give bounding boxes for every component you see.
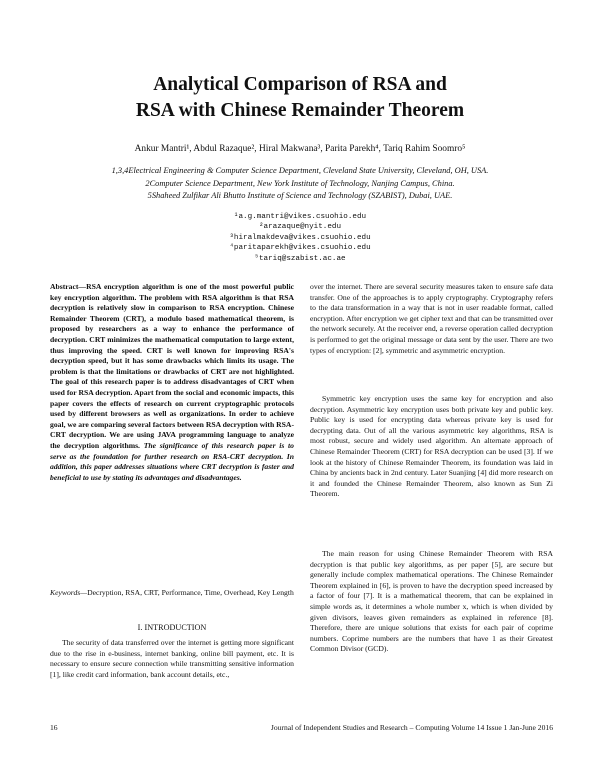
email-4[interactable]: ⁴paritaparekh@vikes.csuohio.edu xyxy=(229,244,371,253)
keywords-text: Decryption, RSA, CRT, Performance, Time, Overhead, Key Length xyxy=(87,588,294,597)
intro-paragraph: The security of data transferred over the internet is getting more significant due to the rise in e-business, internet banking, online bill payment, etc. It is necessary to ensure secure connection while transmitting sensitive information [1], like credit card information, bank account details, etc., xyxy=(50,638,294,679)
keywords xyxy=(50,588,294,599)
journal-footer: Journal of Independent Studies and Research – Computing Volume 14 Issue 1 Jan-June 2016 xyxy=(270,723,553,732)
section-heading-introduction: I. INTRODUCTION xyxy=(137,623,207,632)
email-3[interactable]: ³hiralmakdeva@vikes.csuohio.edu xyxy=(229,233,371,242)
right-paragraph-1: over the internet. There are several security measures taken to ensure safe data transfer. One of the approaches is to apply cryptography. Cryptography refers to the data transformation in a way that is not in user readable format, called encryption. After encryption we get cipher text and that can be transmitted over the network securely. At the receiver end, a reverse operation called decryption is performed to get the original message or data sent by the user. There are two types of encryption: [2], symmetric and asymmetric encryption. xyxy=(310,282,553,355)
right-paragraph-3: The main reason for using Chinese Remainder Theorem with RSA decryption is that public key algorithms, as per paper [5], are secure but generally include complex mathematical operations. The Chinese Remainder Theorem explained in [6], is proven to have the decryption speed increased by a factor of four [7]. It is a mathematical theorem, that can be explained in simple words as, it determines a whole number x, which is when divided by given divisors, leaves given remainders as explained in reference [8]. Therefore, there are unique solutions that exists for each pair of coprime numbers. Coprime numbers are the numbers that have 1 as their Greatest Common Divisor (GCD). xyxy=(310,549,553,654)
email-list xyxy=(0,212,600,264)
title-line-2: RSA with Chinese Remainder Theorem xyxy=(135,100,465,121)
title-line-1: Analytical Comparison of RSA and xyxy=(153,74,447,95)
keywords-label: Keywords— xyxy=(50,588,88,597)
abstract xyxy=(50,282,294,483)
abstract-text: RSA encryption algorithm is one of the most powerful public key encryption algorithm. The problem with RSA algorithm is that RSA decryption is relatively slow in comparison to RSA encryption. Chinese Remainder Theorem (CRT), a modulo based mathematical theorem, is proposed by researchers as a way to enhance the performance of decryption. CRT minimizes the mathematical computation to large extent, thus improving the speed. CRT is well known for improving RSA's decryption speed, but it has some drawbacks which limits its usage. The problem is that the limitations or drawbacks of CRT are not highlighted. The goal of this research paper is to address disadvantages of CRT when used for RSA decryption. Apart from the social and economic impacts, this paper covers the effects of research on current cryptographic protocols used by different browsers as well as organizations. In order to achieve goal, we are comparing several factors between RSA decryption with RSA-CRT decryption. We are using JAVA programming language to analyze the decryption algorithms. xyxy=(50,282,294,450)
paper-title xyxy=(0,72,600,124)
email-1[interactable]: ¹a.g.mantri@vikes.csuohio.edu xyxy=(233,213,367,221)
email-2[interactable]: ²arazaque@nyit.edu xyxy=(258,223,342,232)
email-5[interactable]: ⁵tariq@szabist.ac.ae xyxy=(254,254,346,263)
affiliation-2: 2Computer Science Department, New York Institute of Technology, Nanjing Campus, China. xyxy=(145,178,455,188)
affiliation-1: 1,3,4Electrical Engineering & Computer Science Department, Cleveland State University, Cleveland, OH, USA. xyxy=(111,166,489,175)
page-number: 16 xyxy=(50,723,58,732)
right-paragraph-2: Symmetric key encryption uses the same key for encryption and also decryption. Asymmetric key encryption uses both private key and public key. Public key is used for encrypting data whereas private key is used for decrypting data. Out of all the various asymmetric key algorithms, RSA is most robust, secure and widely used algorithm. An alternate approach of Chinese Remainder Theorem (CRT) for RSA decryption can be used [3]. If we look at the history of Chinese Remainder Theorem, its foundation was laid in China by ancients back in 2nd century. Later Suanjing [4] did more research on it and founded the Chinese Remainder Theorem, also known as Sun Zi Theorem. xyxy=(310,394,553,499)
author-list: Ankur Mantri¹, Abdul Razaque², Hiral Makwana³, Parita Parekh⁴, Tariq Rahim Soomro⁵ xyxy=(134,144,466,154)
affiliations xyxy=(0,165,600,203)
affiliation-3: 5Shaheed Zulfikar Ali Bhutto Institute of Science and Technology (SZABIST), Dubai, UAE. xyxy=(147,191,453,200)
abstract-italic-text: The significance of this research paper is to serve as the foundation for further research on RSA-CRT decryption. In addition, this paper addresses situations where CRT decryption is faster and beneficial to use by stating its advantages and disadvantages. xyxy=(50,440,294,482)
abstract-label: Abstract— xyxy=(50,282,87,291)
